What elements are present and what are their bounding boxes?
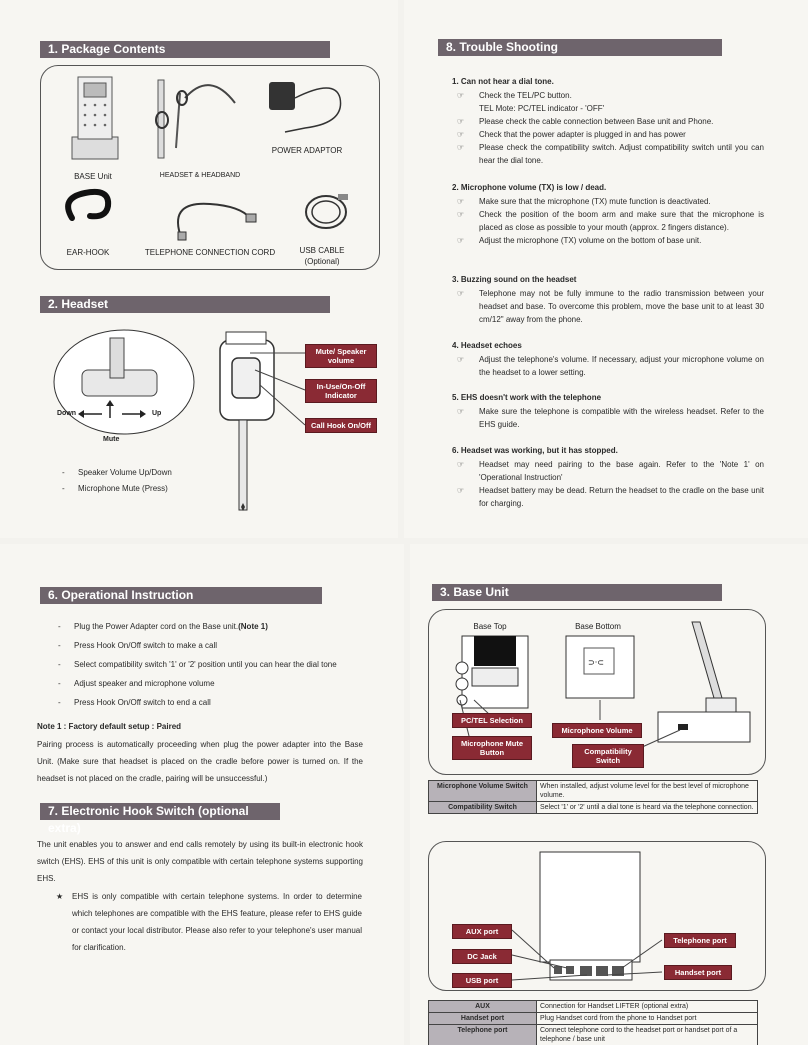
trouble-line: TEL Mote: PC/TEL indicator - 'OFF' — [479, 104, 605, 113]
label-usb-optional: (Optional) — [304, 257, 340, 266]
table-value: Connect telephone cord to the headset port or handset port of a telephone / base unit — [537, 1025, 758, 1045]
label-base-bottom: Base Bottom — [575, 622, 621, 631]
section-header-package: 1. Package Contents — [40, 41, 330, 58]
section-header-headset: 2. Headset — [40, 296, 330, 313]
table-row — [429, 1013, 758, 1025]
table-value: Connection for Handset LIFTER (optional extra) — [537, 1001, 758, 1013]
callout-handset-port: Handset port — [664, 965, 732, 980]
list-item: - Press Hook On/Off switch to make a call — [58, 636, 388, 655]
headset-illustration — [150, 78, 240, 160]
table-value: Select '1' or '2' until a dial tone is heard via the telephone connection. — [537, 802, 758, 814]
telephone-cord-illustration — [170, 196, 260, 240]
trouble-title: 3. Buzzing sound on the headset — [452, 275, 577, 284]
trouble-line: ☞ Make sure the telephone is compatible with the wireless headset. Refer to the EHS guide. — [452, 405, 764, 431]
note-ref: (Note 1) — [238, 622, 268, 631]
section-header-trouble: 8. Trouble Shooting — [438, 39, 722, 56]
headset-function-list — [62, 465, 262, 497]
star-icon: ★ — [56, 892, 64, 901]
label-up: Up — [152, 410, 162, 417]
table-key: Microphone Volume Switch — [429, 781, 537, 802]
table-row — [429, 1001, 758, 1013]
section-header-ehs: 7. Electronic Hook Switch (optional extra) — [40, 803, 280, 820]
step-text: Plug the Power Adapter cord on the Base unit. — [74, 622, 239, 631]
trouble-title: 5. EHS doesn't work with the telephone — [452, 393, 602, 402]
label-down: Down — [57, 410, 77, 417]
callout-pc-tel: PC/TEL Selection — [452, 713, 532, 728]
list-item: - Speaker Volume Up/Down — [62, 465, 262, 481]
headset-button-closeup — [52, 330, 202, 440]
trouble-title: 6. Headset was working, but it has stopped. — [452, 446, 618, 455]
trouble-title: 1. Can not hear a dial tone. — [452, 77, 554, 86]
table-row — [429, 781, 758, 802]
usb-cable-illustration — [300, 190, 352, 238]
table-key: Handset port — [429, 1013, 537, 1025]
callout-indicator: In-Use/On-Off Indicator — [305, 379, 377, 403]
trouble-line: ☞ Adjust the telephone's volume. If necessary, adjust your microphone volume on the headset to a lower setting. — [452, 353, 764, 379]
ehs-star-note — [56, 888, 362, 956]
trouble-line: ☞ Headset battery may be dead. Return the headset to the cradle on the base unit for charging. — [452, 484, 764, 510]
section-header-base: 3. Base Unit — [432, 584, 722, 601]
trouble-line: ☞ Check the position of the boom arm and make sure that the microphone is placed as close as possible to your mouth (approx. 2 fingers distance). — [452, 208, 764, 234]
list-item — [58, 617, 388, 636]
ear-hook-illustration — [60, 188, 120, 232]
table-value: When installed, adjust volume level for the best level of microphone volume. — [537, 781, 758, 802]
table-row — [429, 802, 758, 814]
callout-usb-port: USB port — [452, 973, 512, 988]
list-item: - Press Hook On/Off switch to end a call — [58, 693, 388, 712]
callout-mute-speaker: Mute/ Speaker volume — [305, 344, 377, 368]
callout-mic-volume: Microphone Volume — [552, 723, 642, 738]
trouble-title: 2. Microphone volume (TX) is low / dead. — [452, 183, 607, 192]
trouble-line: ☞ Check that the power adapter is plugged in and has power — [452, 128, 764, 141]
base-switch-table — [428, 780, 758, 814]
trouble-item-4 — [452, 339, 764, 379]
table-value: Plug Handset cord from the phone to Handset port — [537, 1013, 758, 1025]
label-base-unit: BASE Unit — [74, 172, 112, 181]
label-mute: Mute — [103, 436, 120, 443]
trouble-line: ☞ Headset may need pairing to the base again. Refer to the 'Note 1' on 'Operational Instruction' — [452, 458, 764, 484]
table-key: Compatibility Switch — [429, 802, 537, 814]
label-telephone-cord: TELEPHONE CONNECTION CORD — [144, 248, 276, 257]
ports-callout-lines — [512, 930, 672, 990]
section-header-operational: 6. Operational Instruction — [40, 587, 322, 604]
trouble-line: ☞ Check the TEL/PC button. — [452, 89, 764, 102]
callout-mic-mute: Microphone Mute Button — [452, 736, 532, 760]
label-headset: HEADSET & HEADBAND — [159, 172, 241, 179]
label-base-top: Base Top — [473, 622, 507, 631]
list-item: - Select compatibility switch '1' or '2' position until you can hear the dial tone — [58, 655, 388, 674]
base-ports-table — [428, 1000, 758, 1045]
trouble-item-5 — [452, 391, 764, 431]
label-power-adaptor: POWER ADAPTOR — [271, 146, 343, 155]
callout-aux-port: AUX port — [452, 924, 512, 939]
table-key: Telephone port — [429, 1025, 537, 1045]
note-title: Note 1 : Factory default setup : Paired — [37, 722, 182, 731]
base-bottom-illustration — [562, 632, 642, 702]
trouble-line: ☞ Adjust the microphone (TX) volume on the bottom of base unit. — [452, 234, 764, 247]
label-ear-hook: EAR-HOOK — [66, 248, 110, 257]
list-item: - Microphone Mute (Press) — [62, 481, 262, 497]
callout-call-hook: Call Hook On/Off — [305, 418, 377, 433]
base-unit-illustration — [70, 75, 120, 167]
trouble-line: ☞ Please check the cable connection between Base unit and Phone. — [452, 115, 764, 128]
svg-text:⊃·⊂: ⊃·⊂ — [588, 658, 604, 667]
callout-compat: Compatibility Switch — [572, 744, 644, 768]
table-row — [429, 1025, 758, 1045]
operational-steps — [58, 617, 388, 712]
list-item: - Adjust speaker and microphone volume — [58, 674, 388, 693]
trouble-item-6 — [452, 444, 764, 510]
label-usb-cable: USB CABLE — [299, 246, 345, 255]
trouble-item-1 — [452, 75, 764, 167]
table-key: AUX — [429, 1001, 537, 1013]
trouble-item-2 — [452, 181, 764, 247]
trouble-item-3 — [452, 273, 764, 326]
headset-callout-lines — [250, 345, 310, 430]
trouble-line: ☞ Telephone may not be fully immune to the radio transmission between your headset and base. To overcome this problem, move the base unit to at least 30 cm/12" away from the phone. — [452, 287, 764, 326]
trouble-line: ☞ Make sure that the microphone (TX) mute function is deactivated. — [452, 195, 764, 208]
note-body: Pairing process is automatically proceeding when plug the power adapter into the Base Unit. (Make sure that headset is placed on the cradle before power is turned on. If the headset is not placed on the cradle, pairing will be unsuccessful.) — [37, 740, 363, 783]
callout-dc-jack: DC Jack — [452, 949, 512, 964]
ehs-star-text: EHS is only compatible with certain telephone systems. In order to determine which telephones are compatible with the EHS feature, please refer to EHS guide or contact your local distributor. Please also refer to your telephone's user manual for clarification. — [72, 892, 362, 952]
trouble-line: ☞ Please check the compatibility switch. Adjust compatibility switch until you can hear the dial tone. — [452, 141, 764, 167]
power-adaptor-illustration — [265, 78, 365, 138]
trouble-title: 4. Headset echoes — [452, 341, 522, 350]
ehs-body: The unit enables you to answer and end calls remotely by using its built-in electronic hook switch (EHS). EHS of this unit is only compatible with certain telephone systems supporting EHS. — [37, 840, 363, 883]
callout-telephone-port: Telephone port — [664, 933, 736, 948]
